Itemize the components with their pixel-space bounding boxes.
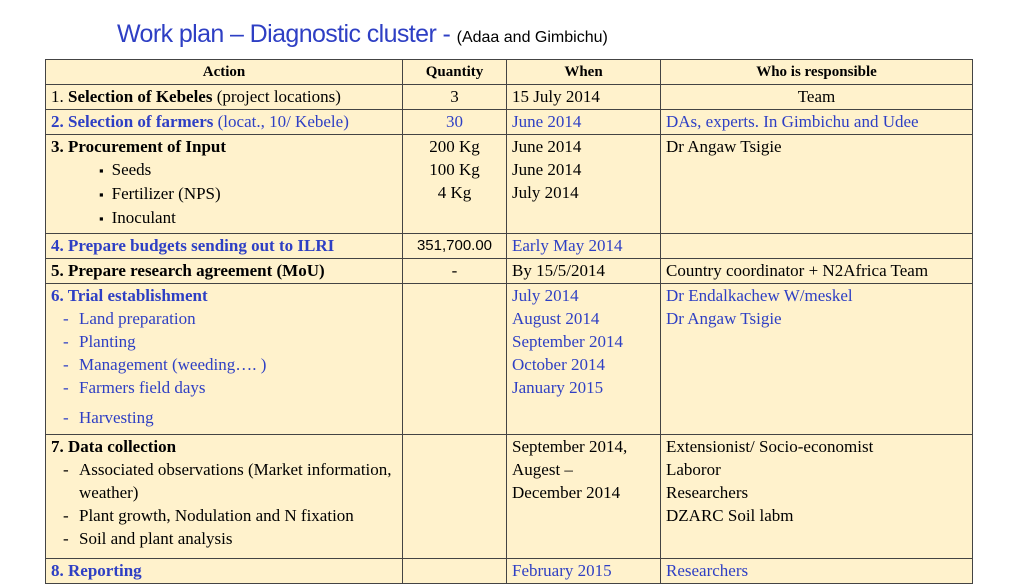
list-item: - Farmers field days: [63, 378, 206, 397]
action-cell: 1. Selection of Kebeles (project locations): [46, 85, 403, 110]
list-item: - Soil and plant analysis: [63, 529, 233, 548]
table-row: [46, 234, 973, 259]
table-row: [46, 284, 973, 435]
table-row: [46, 110, 973, 135]
action-cell: 4. Prepare budgets sending out to ILRI: [46, 234, 403, 259]
list-item: - Planting: [63, 332, 136, 351]
header-action: Action: [46, 60, 403, 85]
list-item: - Management (weeding…. ): [63, 355, 267, 374]
who-cell: [661, 234, 973, 259]
who-cell: Dr Angaw Tsigie: [661, 135, 973, 234]
action-cell: 2. Selection of farmers (locat., 10/ Kebele): [46, 110, 403, 135]
who-cell: Extensionist/ Socio-economist Laboror Researchers DZARC Soil labm: [661, 435, 973, 559]
when-cell: September 2014, Augest – December 2014: [507, 435, 661, 559]
list-item: ▪ Seeds: [51, 158, 397, 182]
header-when: When: [507, 60, 661, 85]
table-row: [46, 85, 973, 110]
who-cell: Researchers: [661, 559, 973, 584]
page-title: [117, 20, 608, 49]
row-title: 3. Procurement of Input: [51, 137, 227, 156]
action-cell: 5. Prepare research agreement (MoU): [46, 259, 403, 284]
when-cell: 15 July 2014: [507, 85, 661, 110]
who-cell: Dr Endalkachew W/meskel Dr Angaw Tsigie: [661, 284, 973, 435]
when-cell: Early May 2014: [507, 234, 661, 259]
action-cell: [46, 435, 403, 559]
list-item: - Land preparation: [63, 309, 196, 328]
who-cell: Country coordinator + N2Africa Team: [661, 259, 973, 284]
work-plan-table: [45, 59, 973, 584]
when-cell: By 15/5/2014: [507, 259, 661, 284]
quantity-cell: 351,700.00: [403, 234, 507, 259]
table-row: [46, 435, 973, 559]
list-item: - Associated observations (Market information, weather): [63, 460, 392, 502]
quantity-cell: 3: [403, 85, 507, 110]
when-cell: June 2014: [507, 110, 661, 135]
quantity-cell: 30: [403, 110, 507, 135]
list-item: ▪ Fertilizer (NPS): [51, 182, 397, 206]
header-quantity: Quantity: [403, 60, 507, 85]
header-row: [46, 60, 973, 85]
row-title: 6. Trial establishment: [51, 286, 208, 305]
action-cell: [46, 284, 403, 435]
table-row: [46, 259, 973, 284]
action-cell: [46, 135, 403, 234]
quantity-cell: 200 Kg 100 Kg 4 Kg: [403, 135, 507, 234]
quantity-cell: -: [403, 259, 507, 284]
quantity-cell: [403, 559, 507, 584]
quantity-cell: [403, 435, 507, 559]
action-cell: 8. Reporting: [46, 559, 403, 584]
quantity-cell: [403, 284, 507, 435]
row-title: 7. Data collection: [51, 437, 177, 456]
list-item: - Plant growth, Nodulation and N fixation: [63, 506, 354, 525]
list-item: ▪ Inoculant: [51, 206, 397, 230]
table-row: [46, 135, 973, 234]
who-cell: DAs, experts. In Gimbichu and Udee: [661, 110, 973, 135]
list-item: - Harvesting: [63, 408, 154, 427]
table-row: [46, 559, 973, 584]
header-who: Who is responsible: [661, 60, 973, 85]
when-cell: February 2015: [507, 559, 661, 584]
title-subtitle: (Adaa and Gimbichu): [456, 29, 608, 46]
when-cell: July 2014 August 2014 September 2014 October 2014 January 2015: [507, 284, 661, 435]
when-cell: June 2014 June 2014 July 2014: [507, 135, 661, 234]
who-cell: Team: [661, 85, 973, 110]
title-main: Work plan – Diagnostic cluster -: [117, 20, 451, 48]
